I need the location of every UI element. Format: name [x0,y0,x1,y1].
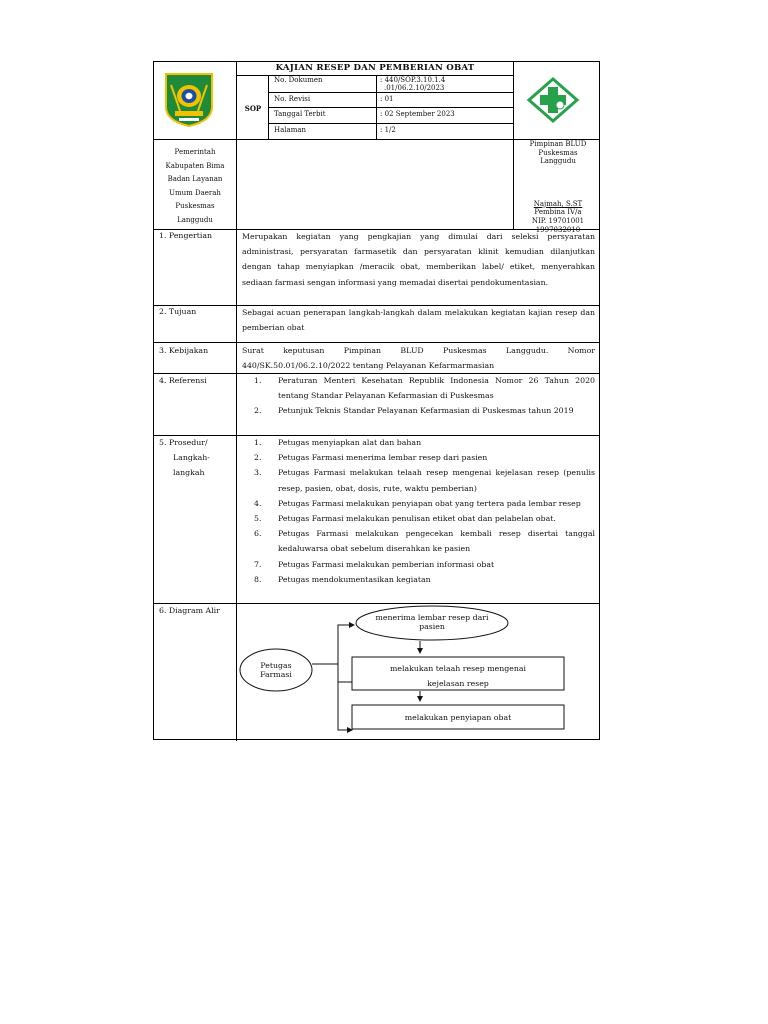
list-item [242,450,595,465]
meta-value-halaman: : 1/2 [380,126,396,134]
actor-label-line1: Petugas [260,661,292,670]
step-3-label: melakukan penyiapan obat [404,713,512,722]
list-item [242,526,595,556]
signatory-line: Langgudu [540,157,576,166]
step-1-label-line2: pasien [419,622,445,631]
sop-label: SOP [244,104,262,113]
list-item [242,511,595,526]
section-label-line: langkah [173,468,205,478]
meta-value-dokumen: : 440/SOP.3.10.1.4 [380,76,446,84]
section-body-prosedur [242,435,595,587]
list-item [242,496,595,511]
list-item-number: 2. [254,453,262,463]
org-line: Kabupaten Bima [165,161,225,170]
section-label-pengertian: 1. Pengertian [159,231,213,240]
divider [268,123,513,124]
meta-label-revisi: No. Revisi [274,95,311,103]
list-item-text: Petunjuk Teknis Standar Pelayanan Kefarmasian di Puskesmas tahun 2019 [278,406,574,416]
section-body-kebijakan: Surat keputusan Pimpinan BLUD Puskesmas Langgudu. Nomor 440/SK.50.01/06.2.10/2022 tentang Pelayanan Kefarmarmasian [242,346,595,371]
section-label-prosedur [159,435,210,481]
puskesmas-cross-icon [525,75,581,125]
section-label-kebijakan: 3. Kebijakan [159,346,209,355]
list-item-number: 2. [254,406,262,416]
list-item-text: Petugas Farmasi menerima lembar resep dari pasien [278,453,488,463]
list-item-number: 1. [254,438,262,447]
org-line: Langgudu [177,215,213,224]
signatory-line: Pimpinan BLUD [529,140,587,148]
list-item-number: 1. [254,376,262,385]
step-2-label-line2: kejelasan resep [427,679,489,688]
meta-label-tanggal: Tanggal Terbit [274,110,326,118]
list-item [242,373,595,403]
section-label-diagram: 6. Diagram Alir [159,606,220,615]
section-body-pengertian: Merupakan kegiatan yang pengkajian yang dimulai dari seleksi persyaratan administrasi, persyaratan farmasetik dan persyaratan klinit kemudian dilanjutkan dengan tahap menyiapkan /meracik obat, memberikan label/ etiket, menyerahkan sediaan farmasi sengan informasi yang memadai disertai pendokumentasian. [242,232,595,287]
signatory-rank: Pembina IV/a [534,208,582,217]
signatory-line: Puskesmas [538,148,578,157]
list-item-text: Peraturan Menteri Kesehatan Republik Indonesia Nomor 26 Tahun 2020 tentang Standar Pelayanan Kefarmasian di Puskesmas [278,376,595,401]
list-item-number: 6. [254,529,262,539]
divider [513,62,514,230]
list-item [242,403,595,418]
list-item-number: 7. [254,559,262,569]
list-item-number: 3. [254,468,262,478]
org-line: Puskesmas [175,202,215,211]
list-item [242,557,595,572]
sop-document [153,61,600,740]
org-line: Pemerintah [174,148,216,156]
step-2-label-line1: melakukan telaah resep mengenai [389,664,527,673]
list-item-text: Petugas menyiapkan alat dan bahan [278,438,422,447]
document-title: KAJIAN RESEP DAN PEMBERIAN OBAT [275,63,475,73]
signatory-block [515,140,601,234]
section-body-referensi [242,373,595,419]
meta-label-dokumen: No. Dokumen [274,76,323,84]
signatory-name: Najmah, S.ST [533,199,583,208]
list-item-text: Petugas Farmasi melakukan penulisan etiket obat dan pelabelan obat. [278,514,556,524]
list-item-text: Petugas Farmasi melakukan telaah resep mengenai kejelasan resep (penulis resep, pasien, obat, dosis, rute, waktu pemberian) [278,468,595,493]
list-item-number: 4. [254,498,262,508]
org-line: Badan Layanan [167,175,223,184]
org-line: Umum Daerah [169,188,221,197]
kabupaten-bima-emblem-icon [162,71,216,127]
list-item [242,435,595,450]
signatory-nip: NIP. 19701001 [531,216,585,225]
step-1-label-line1: menerima lembar resep dari [375,613,489,622]
list-item-text: Petugas mendokumentasikan kegiatan [278,574,431,584]
section-label-referensi: 4. Referensi [159,376,207,385]
connector-line [312,625,354,664]
divider [268,107,513,108]
list-item-text: Petugas Farmasi melakukan pemberian informasi obat [278,559,495,569]
list-item [242,572,595,587]
actor-label-line2: Farmasi [260,670,292,679]
meta-value-tanggal: : 02 September 2023 [380,110,455,118]
flow-diagram [236,604,598,740]
meta-value-dokumen-cont: .01/06.2.10/2023 [384,84,445,92]
organization-name [154,146,236,228]
connector-line [338,664,352,730]
section-label-line: Langkah- [173,453,210,463]
signatory-nip-cont: 1997032010 [535,225,581,234]
list-item-text: Petugas Farmasi melakukan pengecekan kembali resep disertai tanggal kedaluwarsa obat sebelum diserahkan ke pasien [278,529,595,554]
list-item-number: 5. [254,514,262,524]
section-label-tujuan: 2. Tujuan [159,307,197,316]
list-item-number: 8. [254,574,262,584]
section-body-tujuan: Sebagai acuan penerapan langkah-langkah dalam melakukan kegiatan kajian resep dan pemberian obat [242,308,595,333]
list-item [242,465,595,495]
section-label-line: 5. Prosedur/ [159,438,208,447]
meta-label-halaman: Halaman [274,126,307,134]
list-item-text: Petugas Farmasi melakukan penyiapan obat yang tertera pada lembar resep [278,498,581,508]
meta-value-revisi: : 01 [380,95,394,103]
